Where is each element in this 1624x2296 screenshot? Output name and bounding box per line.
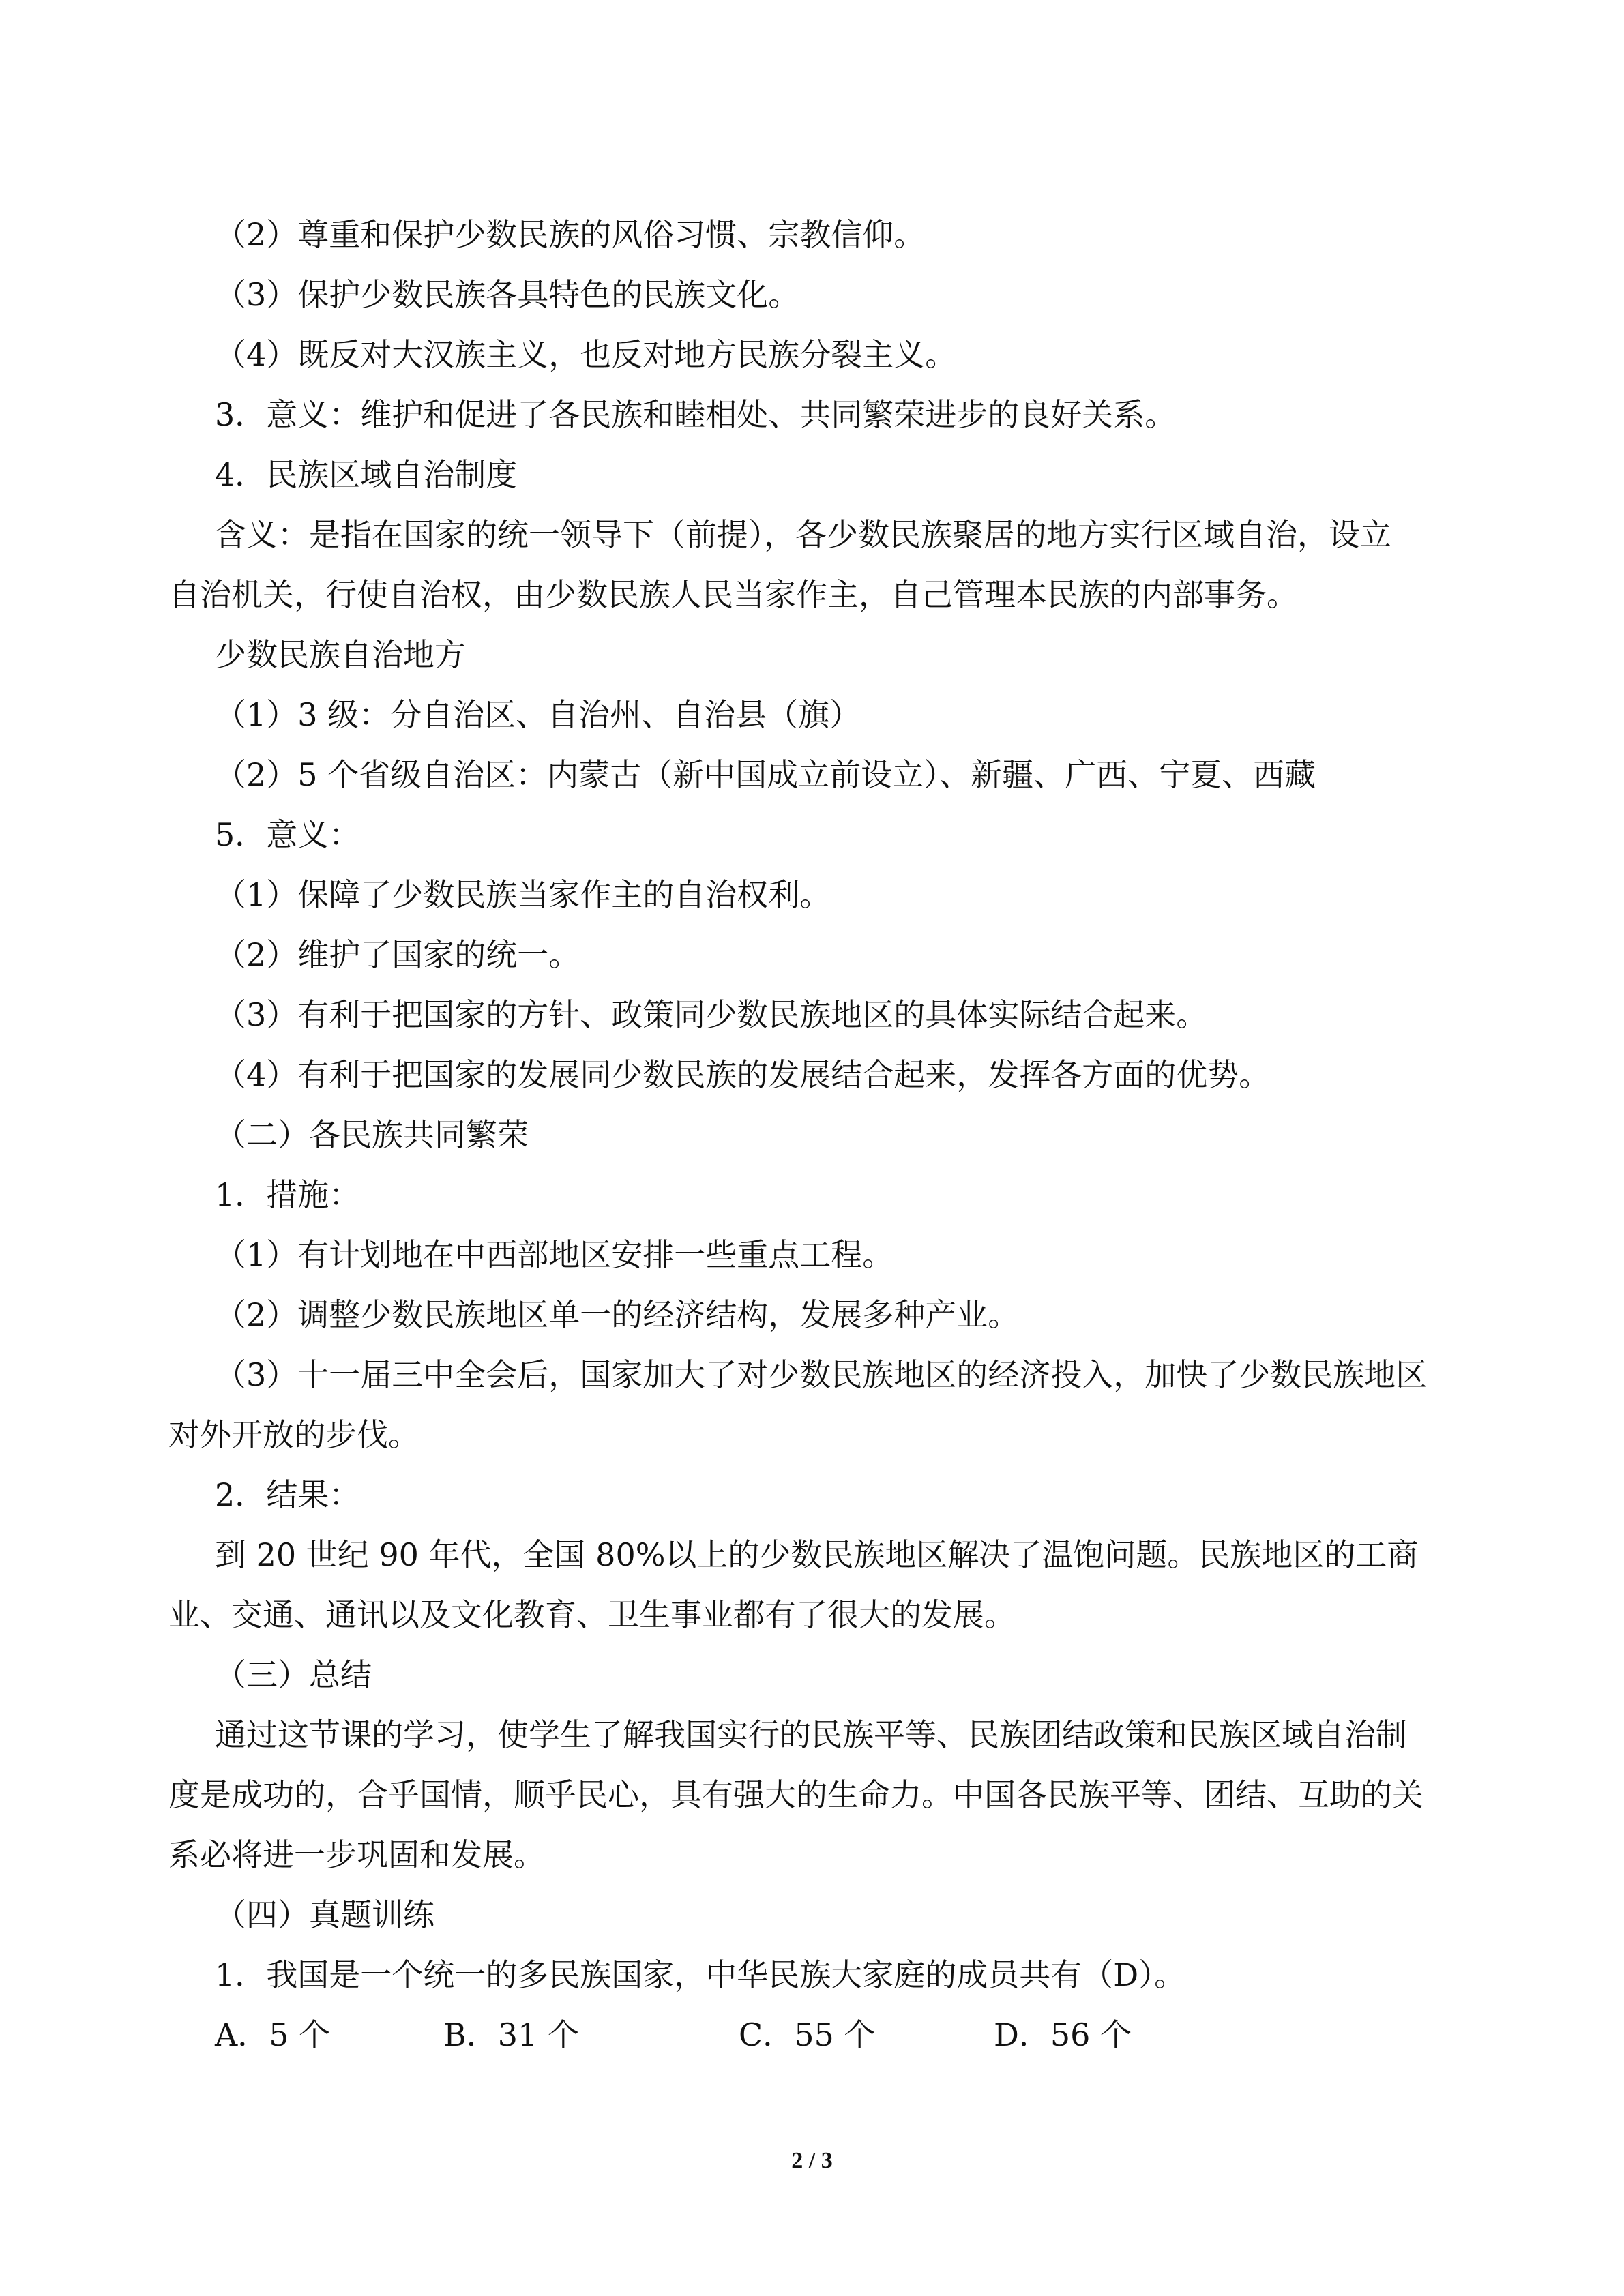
paragraph-line: 通过这节课的学习，使学生了解我国实行的民族平等、民族团结政策和民族区域自治制 bbox=[215, 1716, 1407, 1753]
text-line: （3）保护少数民族各具特色的民族文化。 bbox=[215, 276, 800, 313]
option-d: D．56 个 bbox=[994, 2016, 1132, 2053]
text-line: 少数民族自治地方 bbox=[215, 636, 466, 673]
text-line: （2）尊重和保护少数民族的风俗习惯、宗教信仰。 bbox=[215, 216, 926, 253]
answer-options bbox=[215, 2005, 1497, 2065]
option-b: B．31 个 bbox=[443, 2016, 579, 2053]
paragraph-line: （3）十一届三中全会后，国家加大了对少数民族地区的经济投入，加快了少数民族地区 bbox=[215, 1356, 1428, 1393]
text-line: 5．意义： bbox=[215, 816, 361, 853]
question-text: 1．我国是一个统一的多民族国家，中华民族大家庭的成员共有（D）。 bbox=[215, 1956, 1186, 1993]
section-heading: （四）真题训练 bbox=[215, 1896, 434, 1933]
text-line: 1．措施： bbox=[215, 1176, 361, 1213]
text-line: （1）3 级：分自治区、自治州、自治县（旗） bbox=[215, 696, 861, 733]
section-heading: 4．民族区域自治制度 bbox=[215, 456, 518, 493]
text-line: （1）保障了少数民族当家作主的自治权利。 bbox=[215, 876, 831, 913]
text-line: （2）维护了国家的统一。 bbox=[215, 936, 580, 973]
paragraph-line: 度是成功的，合乎国情，顺乎民心，具有强大的生命力。中国各民族平等、团结、互助的关 bbox=[168, 1776, 1423, 1813]
paragraph-line: 到 20 世纪 90 年代，全国 80%以上的少数民族地区解决了温饱问题。民族地区的工商 bbox=[215, 1536, 1419, 1573]
option-a: A．5 个 bbox=[215, 2016, 331, 2053]
paragraph-line: 系必将进一步巩固和发展。 bbox=[168, 1836, 545, 1873]
paragraph-line: 含义：是指在国家的统一领导下（前提），各少数民族聚居的地方实行区域自治，设立 bbox=[215, 516, 1391, 553]
text-line: （3）有利于把国家的方针、政策同少数民族地区的具体实际结合起来。 bbox=[215, 996, 1208, 1033]
option-c: C．55 个 bbox=[739, 2016, 876, 2053]
page-number: 2 / 3 bbox=[791, 2148, 833, 2173]
text-line: （2）调整少数民族地区单一的经济结构，发展多种产业。 bbox=[215, 1296, 1020, 1333]
text-line: （1）有计划地在中西部地区安排一些重点工程。 bbox=[215, 1236, 894, 1273]
document-body bbox=[168, 205, 1497, 2065]
text-line: （2）5 个省级自治区：内蒙古（新中国成立前设立）、新疆、广西、宁夏、西藏 bbox=[215, 756, 1316, 793]
text-line: 2．结果： bbox=[215, 1476, 361, 1513]
paragraph-line: 业、交通、通讯以及文化教育、卫生事业都有了很大的发展。 bbox=[168, 1596, 1016, 1633]
section-heading: （三）总结 bbox=[215, 1656, 372, 1693]
paragraph-line: 对外开放的步伐。 bbox=[168, 1416, 419, 1453]
text-line: （4）有利于把国家的发展同少数民族的发展结合起来，发挥各方面的优势。 bbox=[215, 1056, 1271, 1093]
text-line: 3．意义：维护和促进了各民族和睦相处、共同繁荣进步的良好关系。 bbox=[215, 396, 1177, 433]
text-line: （4）既反对大汉族主义，也反对地方民族分裂主义。 bbox=[215, 336, 957, 373]
paragraph-line: 自治机关，行使自治权，由少数民族人民当家作主，自己管理本民族的内部事务。 bbox=[168, 576, 1298, 613]
section-heading: （二）各民族共同繁荣 bbox=[215, 1116, 529, 1153]
